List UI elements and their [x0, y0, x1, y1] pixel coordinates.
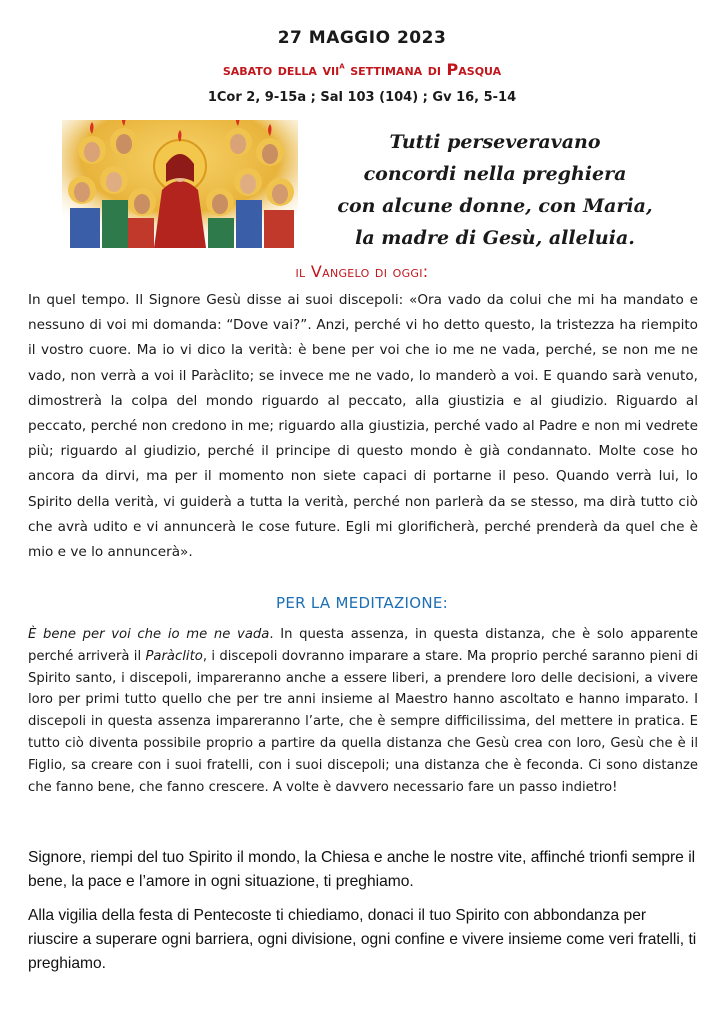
gospel-text: In quel tempo. Il Signore Gesù disse ai suoi discepoli: «Ora vado da colui che mi ha mandato e nessuno di voi mi domanda: “Dove vai?”. Anzi, perché vi ho detto questo, la tristezza ha riempito il vostro cuore. Ma io vi dico la verità: è bene per voi che io me ne vada, perché, se non me ne vado, non verrà a voi il Paràclito; se invece me ne vado, lo manderò a voi. E quando sarà venuto, dimostrerà la colpa del mondo riguardo al peccato, alla giustizia e al giudizio. Riguardo al peccato, perché non credono in me; riguardo alla giustizia, perché vado al Padre e non mi vedrete più; riguardo al giudizio, perché il principe di questo mondo è già condannato. Molte cose ho ancora da dirvi, ma per il momento non siete capaci di portarne il peso. Quando verrà lui, lo Spirito della verità, vi guiderà a tutta la verità, perché non parlerà da se stesso, ma dirà tutto ciò che avrà udito e vi annuncerà le cose future. Egli mi glorificherà, perché prenderà da quel che è mio e ve lo annuncerà». [28, 292, 698, 561]
antiphon-line: la madre di Gesù, alleluia. [355, 227, 635, 249]
liturgical-day-sup: a [339, 60, 345, 72]
meditation-part1: . In questa assenza, in questa distanza, che è solo apparente perché arriverà il [28, 627, 698, 664]
liturgical-day-pre: sabato della vii [222, 60, 340, 79]
antiphon [330, 126, 660, 254]
page-date: 27 MAGGIO 2023 [277, 28, 447, 48]
liturgical-day [0, 60, 724, 79]
prayer-intention-1: Signore, riempi del tuo Spirito il mondo, la Chiesa e anche le nostre vite, affinché trionfi sempre il bene, la pace e l’amore in ogni situazione, ti preghiamo. [28, 849, 696, 890]
meditation-text [28, 624, 698, 798]
antiphon-line: con alcune donne, con Maria, [337, 195, 653, 217]
prayer-intention-2: Alla vigilia della festa di Pentecoste ti chiediamo, donaci il tuo Spirito con abbondanza per riuscire a superare ogni barriera, ogni divisione, ogni confine e vivere insieme come veri fratelli, ti preghiamo. [28, 907, 697, 972]
antiphon-line: concordi nella preghiera [363, 163, 627, 185]
pentecost-icon-image [62, 120, 298, 248]
antiphon-line: Tutti perseveravano [389, 131, 601, 153]
gospel-heading: il Vangelo di oggi: [295, 262, 429, 281]
readings-reference: 1Cor 2, 9-15a ; Sal 103 (104) ; Gv 16, 5-14 [207, 90, 517, 105]
meditation-quote: È bene per voi che io me ne vada [28, 627, 270, 642]
meditation-part2: , i discepoli dovranno imparare a stare. Ma proprio perché saranno pieni di Spirito santo, i discepoli, impareranno anche a essere liberi, a prendere loro delle decisioni, a vivere loro per primi tutto quello che per tre anni insieme al Maestro hanno ascoltato e hanno imparato. I discepoli in questa assenza impareranno l’arte, che è sempre difficilissima, del mettere in pratica. E tutto ciò diventa possibile proprio a partire da quella distanza che Gesù crea con loro, Gesù che è il Figlio, sa creare con i suoi fratelli, con i suoi discepoli; una distanza che è feconda. Ci sono distanze che fanno bene, che fanno crescere. A volte è davvero necessario fare un passo indietro! [28, 648, 698, 795]
meditation-italic-word: Paràclito [145, 648, 203, 664]
meditation-heading: PER LA MEDITAZIONE: [275, 594, 449, 612]
liturgical-day-post: settimana di Pasqua [344, 60, 502, 79]
